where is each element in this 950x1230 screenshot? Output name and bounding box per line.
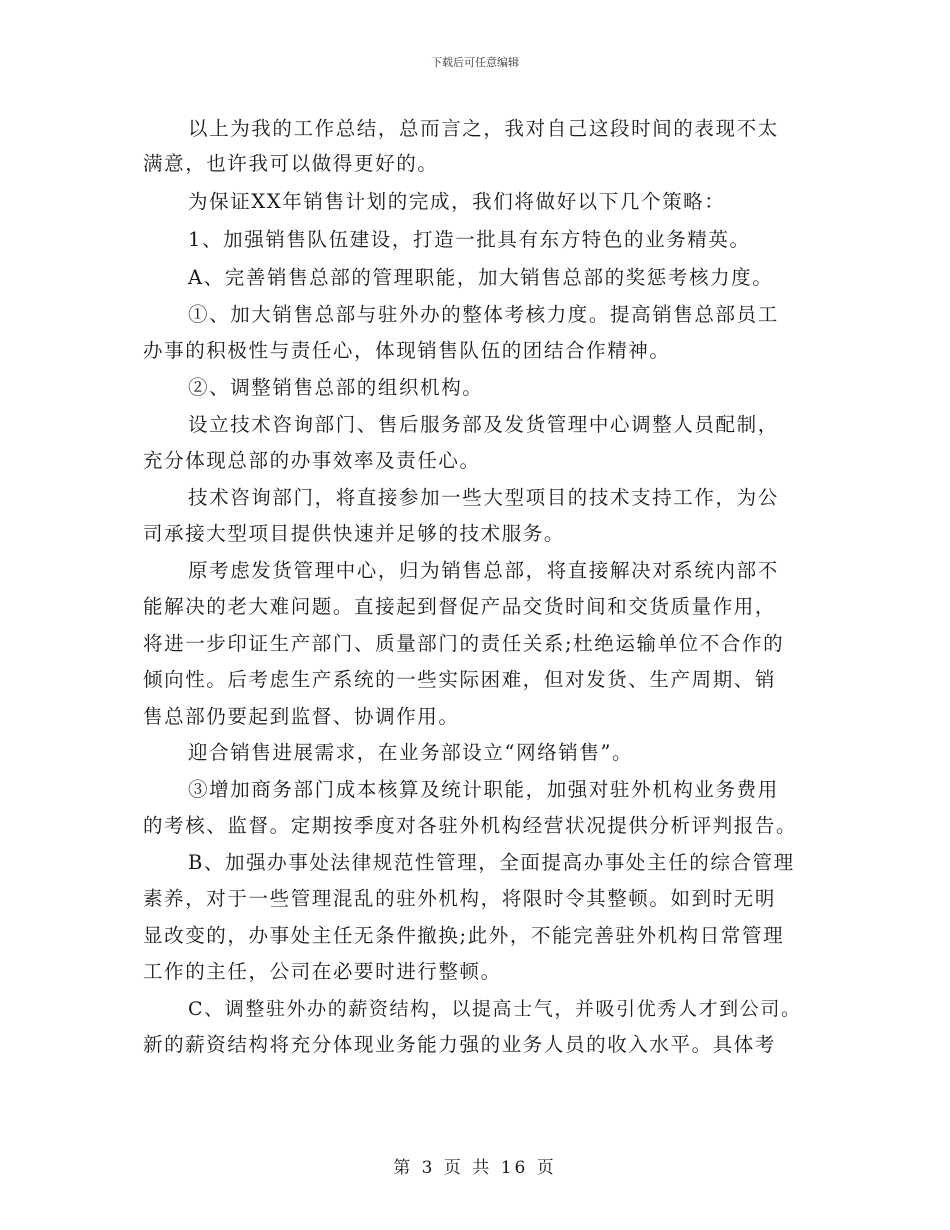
paragraph-line: ①、加大销售总部与驻外办的整体考核力度。提高销售总部员工 [188, 303, 779, 326]
paragraph-line: 设立技术咨询部门、售后服务部及发货管理中心调整人员配制， [188, 413, 779, 436]
paragraph-line: B、加强办事处法律规范性管理，全面提高办事处主任的综合管理 [188, 851, 795, 874]
paragraph-line: 充分体现总部的办事效率及责任心。 [143, 449, 481, 472]
paragraph-line: 办事的积极性与责任心，体现销售队伍的团结合作精神。 [143, 339, 671, 362]
paragraph-line: ②、调整销售总部的组织机构。 [188, 376, 484, 399]
paragraph-line: A、完善销售总部的管理职能，加大销售总部的奖惩考核力度。 [188, 266, 774, 289]
page-header: 下载后可任意编辑 [431, 56, 519, 69]
paragraph-line: 的考核、监督。定期按季度对各驻外机构经营状况提供分析评判报告。 [143, 814, 798, 837]
paragraph-line: 迎合销售进展需求，在业务部设立“网络销售”。 [188, 741, 634, 764]
paragraph-line: 工作的主任，公司在必要时进行整顿。 [143, 960, 502, 983]
paragraph-line: 倾向性。后考虑生产系统的一些实际困难，但对发货、生产周期、销 [143, 668, 777, 691]
paragraph-line: 技术咨询部门，将直接参加一些大型项目的技术支持工作，为公 [188, 486, 779, 509]
paragraph-line: 1、加强销售队伍建设，打造一批具有东方特色的业务精英。 [188, 228, 751, 251]
paragraph-line: 显改变的，办事处主任无条件撤换;此外，不能完善驻外机构日常管理 [143, 924, 785, 947]
paragraph-line: 为保证XX年销售计划的完成，我们将做好以下几个策略： [188, 190, 726, 213]
paragraph-line: 满意，也许我可以做得更好的。 [143, 152, 439, 175]
paragraph-line: C、调整驻外办的薪资结构，以提高士气，并吸引优秀人才到公司。 [188, 998, 802, 1020]
paragraph-line: 以上为我的工作总结，总而言之，我对自己这段时间的表现不太 [188, 117, 779, 140]
paragraph-line: 司承接大型项目提供快速并足够的技术服务。 [143, 522, 566, 545]
paragraph-line: 素养，对于一些管理混乱的驻外机构，将限时令其整顿。如到时无明 [143, 887, 777, 910]
paragraph-line: 售总部仍要起到监督、协调作用。 [143, 705, 460, 728]
paragraph-line: 能解决的老大难问题。直接起到督促产品交货时间和交货质量作用， [143, 595, 777, 618]
paragraph-line: 将进一步印证生产部门、质量部门的责任关系;杜绝运输单位不合作的 [143, 632, 785, 655]
paragraph-line: 新的薪资结构将充分体现业务能力强的业务人员的收入水平。具体考 [143, 1033, 777, 1056]
paragraph-line: 原考虑发货管理中心，归为销售总部，将直接解决对系统内部不 [188, 559, 779, 582]
paragraph-line: ③增加商务部门成本核算及统计职能，加强对驻外机构业务费用 [188, 778, 779, 801]
page-number-footer: 第 3 页 共 16 页 [393, 1158, 557, 1178]
